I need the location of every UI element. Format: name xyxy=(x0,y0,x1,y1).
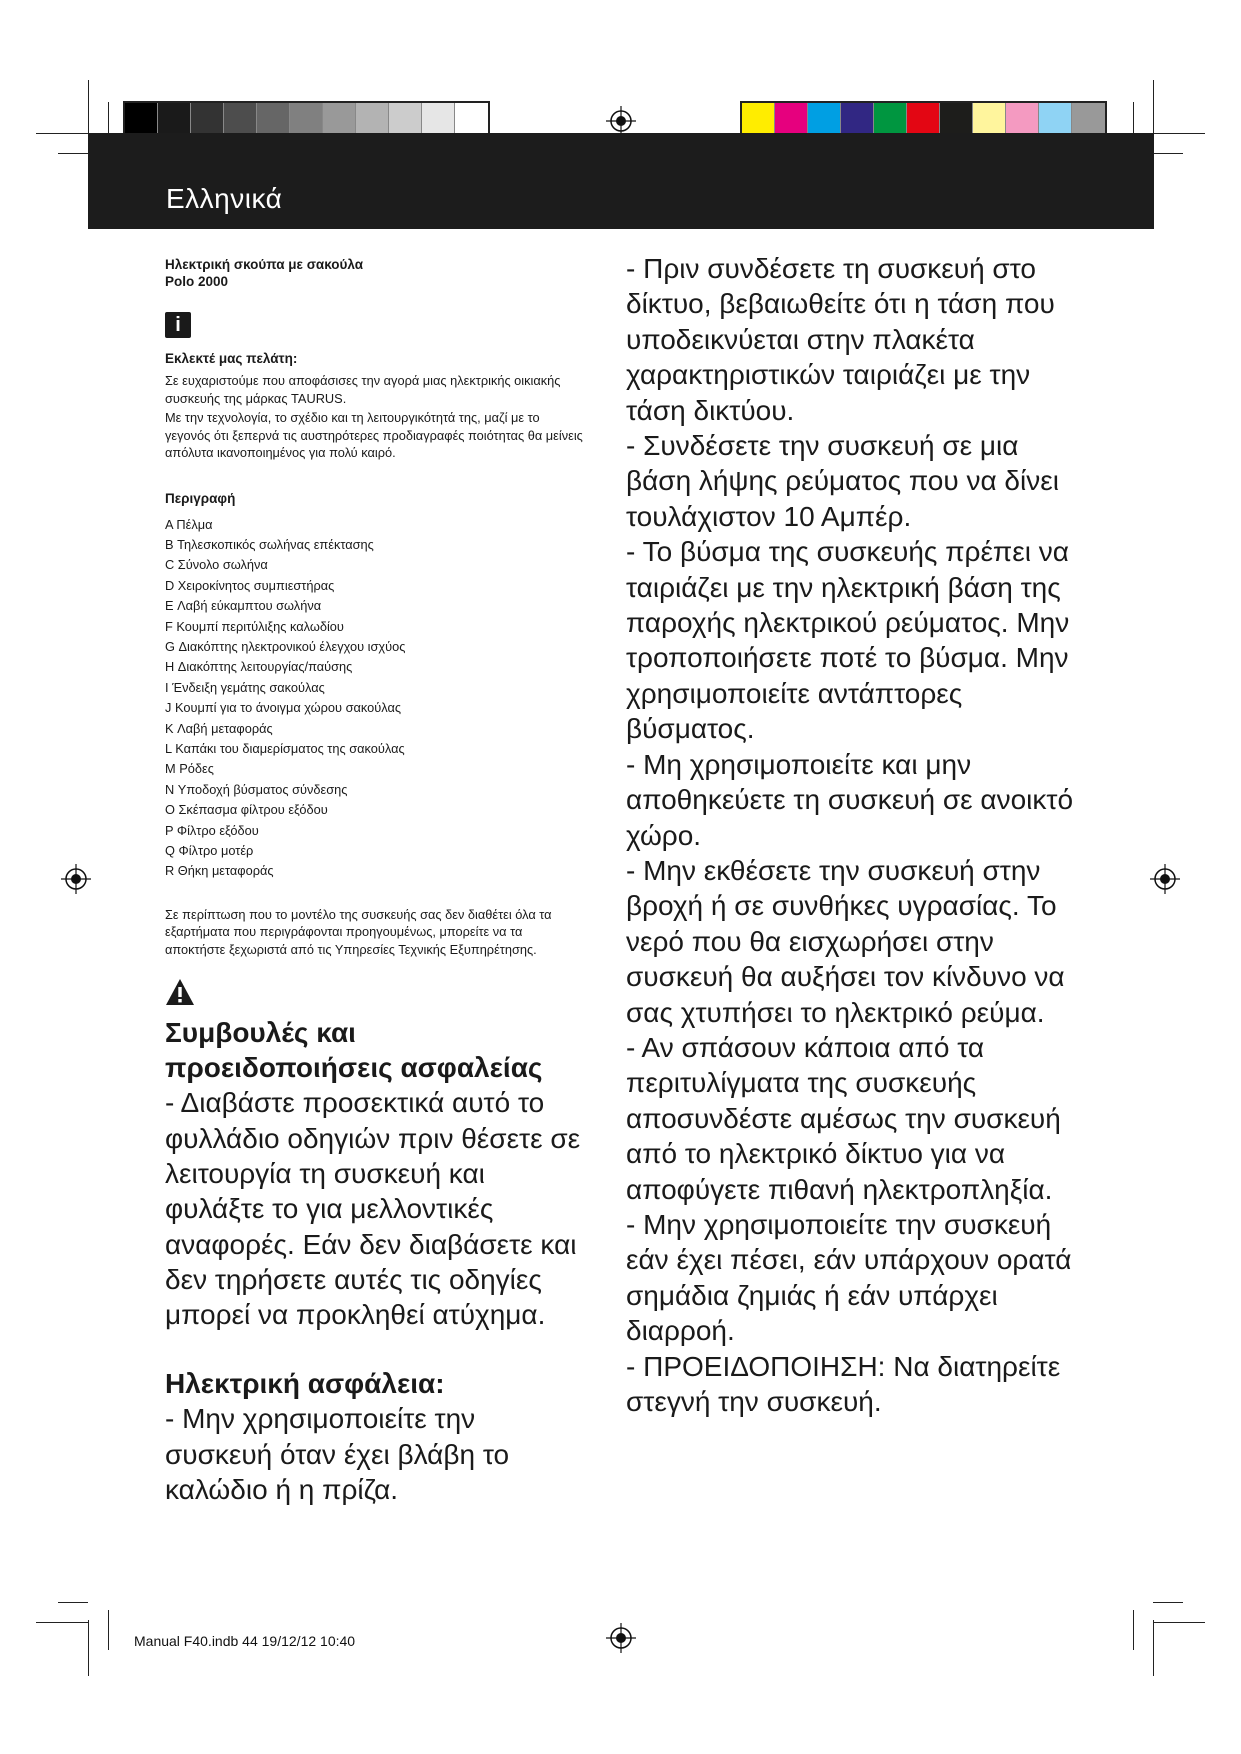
crop-mark xyxy=(36,1622,88,1623)
color-swatch xyxy=(224,103,257,135)
color-swatch xyxy=(356,103,389,135)
safety-item: - Μην εκθέσετε την συσκευή στην βροχή ή σε συνθήκες υγρασίας. Το νερό που θα εισχωρήσει στην συσκευή θα αυξήσει τον κίνδυνο να σας χτυπήσει το ηλεκτρικό ρεύμα. xyxy=(626,854,1065,1028)
color-swatch xyxy=(775,103,808,135)
color-swatch xyxy=(389,103,422,135)
description-heading: Περιγραφή xyxy=(165,490,236,506)
safety-item: - Πριν συνδέσετε τη συσκευή στο δίκτυο, βεβαιωθείτε ότι η τάση που υποδεικνύεται στην πλακέτα χαρακτηριστικών ταιριάζει με την τάση δικτύου. xyxy=(626,253,1055,426)
safety-intro: - Διαβάστε προσεκτικά αυτό το φυλλάδιο οδηγιών πριν θέσετε σε λειτουργία τη συσκευή και φυλάξτε το για μελλοντικές αναφορές. Εάν δεν διαβάσετε και δεν τηρήσετε αυτές τις οδηγίες μπορεί να προκληθεί ατύχημα. xyxy=(165,1087,581,1331)
color-swatch xyxy=(1072,103,1105,135)
color-swatch xyxy=(158,103,191,135)
description-item: Q Φίλτρο μοτέρ xyxy=(165,843,254,858)
description-item: M Ρόδες xyxy=(165,761,214,777)
crop-mark xyxy=(1153,1602,1183,1603)
registration-mark-icon xyxy=(606,1623,636,1653)
crop-mark xyxy=(58,1602,88,1603)
print-slug: Manual F40.indb 44 19/12/12 10:40 xyxy=(134,1633,356,1649)
crop-mark xyxy=(108,1610,109,1650)
safety-item: - Το βύσμα της συσκευής πρέπει να ταιριάζει με την ηλεκτρική βάση της παροχής ηλεκτρικού ρεύματος. Μην τροποποιήσετε ποτέ το βύσμα. Μην χρησιμοποιείτε αντάπτορες βύσματος. xyxy=(626,536,1070,745)
description-item: N Υποδοχή βύσματος σύνδεσης xyxy=(165,781,348,797)
color-swatch xyxy=(907,103,940,135)
color-swatch xyxy=(1039,103,1072,135)
warning-icon xyxy=(165,978,585,1011)
crop-mark xyxy=(1153,153,1183,154)
color-swatch xyxy=(841,103,874,135)
safety-item: - Μην χρησιμοποιείτε την συσκευή εάν έχει πέσει, εάν υπάρχουν ορατά σημάδια ζημιάς ή εάν υπάρχει διαρροή. xyxy=(626,1208,1072,1347)
description-item: G Διακόπτης ηλεκτρονικού έλεγχου ισχύος xyxy=(165,638,406,654)
registration-mark-icon xyxy=(61,864,91,894)
description-item: R Θήκη μεταφοράς xyxy=(165,863,274,879)
language-title: Ελληνικά xyxy=(166,183,283,214)
color-swatch xyxy=(742,103,775,135)
color-swatch xyxy=(323,103,356,135)
description-item: J Κουμπί για το άνοιγμα χώρου σακούλας xyxy=(165,700,402,716)
color-swatch xyxy=(290,103,323,135)
description-item: E Λαβή εύκαμπτου σωλήνα xyxy=(165,598,322,614)
crop-mark xyxy=(88,1620,89,1676)
description-item: F Κουμπί περιτύλιξης καλωδίου xyxy=(165,618,344,634)
color-swatch xyxy=(808,103,841,135)
description-list xyxy=(165,515,585,882)
intro-heading: Εκλεκτέ μας πελάτη: xyxy=(165,351,298,366)
registration-mark-icon xyxy=(606,106,636,136)
color-swatch xyxy=(1006,103,1039,135)
color-swatch xyxy=(973,103,1006,135)
color-swatch xyxy=(940,103,973,135)
accessories-note: Σε περίπτωση που το μοντέλο της συσκευής σας δεν διαθέτει όλα τα εξαρτήματα που περιγράφονται προηγουμένως, μπορείτε να τα αποκτήστε ξεχωριστά από τις Υπηρεσίες Τεχνικής Εξυπηρέτησης. xyxy=(165,906,552,957)
left-column xyxy=(165,256,585,1507)
color-swatch xyxy=(125,103,158,135)
safety-item: - ΠΡΟΕΙΔΟΠΟΙΗΣΗ: Να διατηρείτε στεγνή την συσκευή. xyxy=(626,1350,1061,1417)
language-header-band xyxy=(88,133,1154,229)
description-item: D Χειροκίνητος συμπιεστήρας xyxy=(165,577,335,593)
safety-heading: Συμβουλές και προειδοποιήσεις ασφαλείας xyxy=(165,1017,543,1084)
safety-item: - Συνδέσετε την συσκευή σε μια βάση λήψης ρεύματος που να δίνει τουλάχιστον 10 Αμπέρ. xyxy=(626,430,1059,532)
crop-mark xyxy=(36,133,88,134)
crop-mark xyxy=(1153,1622,1205,1623)
grayscale-color-bar xyxy=(123,101,490,137)
color-swatch xyxy=(455,103,488,135)
crop-mark xyxy=(1133,1610,1134,1650)
description-item: H Διακόπτης λειτουργίας/παύσης xyxy=(165,659,353,675)
description-item: L Καπάκι του διαμερίσματος της σακούλας xyxy=(165,740,405,756)
description-item: K Λαβή μεταφοράς xyxy=(165,720,273,736)
color-swatch xyxy=(257,103,290,135)
description-item: C Σύνολο σωλήνα xyxy=(165,557,268,573)
description-item: O Σκέπασμα φίλτρου εξόδου xyxy=(165,802,328,818)
electrical-safety-heading: Ηλεκτρική ασφάλεια: xyxy=(165,1368,445,1400)
product-title: Ηλεκτρική σκούπα με σακούλα xyxy=(165,257,364,272)
info-icon: i xyxy=(165,312,191,338)
description-item: B Τηλεσκοπικός σωλήνας επέκτασης xyxy=(165,536,374,552)
registration-mark-icon xyxy=(1150,864,1180,894)
color-swatch xyxy=(422,103,455,135)
color-swatch xyxy=(874,103,907,135)
safety-item: - Αν σπάσουν κάποια από τα περιτυλίγματα της συσκευής αποσυνδέστε αμέσως την συσκευή από το ηλεκτρικό δίκτυο για να αποφύγετε πιθανή ηλεκτροπληξία. xyxy=(626,1031,1061,1205)
intro-paragraph: Με την τεχνολογία, το σχέδιο και τη λειτουργικότητά της, μαζί με το γεγονός ότι ξεπερνά τις αυστηρότερες προδιαγραφές ποιότητας θα μείνεις απόλυτα ικανοποιημένος για πολύ καιρό. xyxy=(165,410,583,460)
description-item: A Πέλμα xyxy=(165,516,213,532)
crop-mark xyxy=(58,153,88,154)
description-item: P Φίλτρο εξόδου xyxy=(165,822,259,838)
color-swatch xyxy=(191,103,224,135)
description-item: I Ένδειξη γεμάτης σακούλας xyxy=(165,679,325,695)
safety-item: - Μη χρησιμοποιείτε και μην αποθηκεύετε τη συσκευή σε ανοικτό χώρο. xyxy=(626,748,1074,851)
process-color-bar xyxy=(740,101,1107,137)
crop-mark xyxy=(1153,133,1205,134)
crop-mark xyxy=(1153,1620,1154,1676)
right-column xyxy=(626,251,1086,1419)
product-model: Polo 2000 xyxy=(165,274,229,289)
intro-paragraph: Σε ευχαριστούμε που αποφάσισες την αγορά μιας ηλεκτρικής οικιακής συσκευής της μάρκας TAURUS. xyxy=(165,373,561,406)
safety-item: - Μην χρησιμοποιείτε την συσκευή όταν έχει βλάβη το καλώδιο ή η πρίζα. xyxy=(165,1403,510,1505)
